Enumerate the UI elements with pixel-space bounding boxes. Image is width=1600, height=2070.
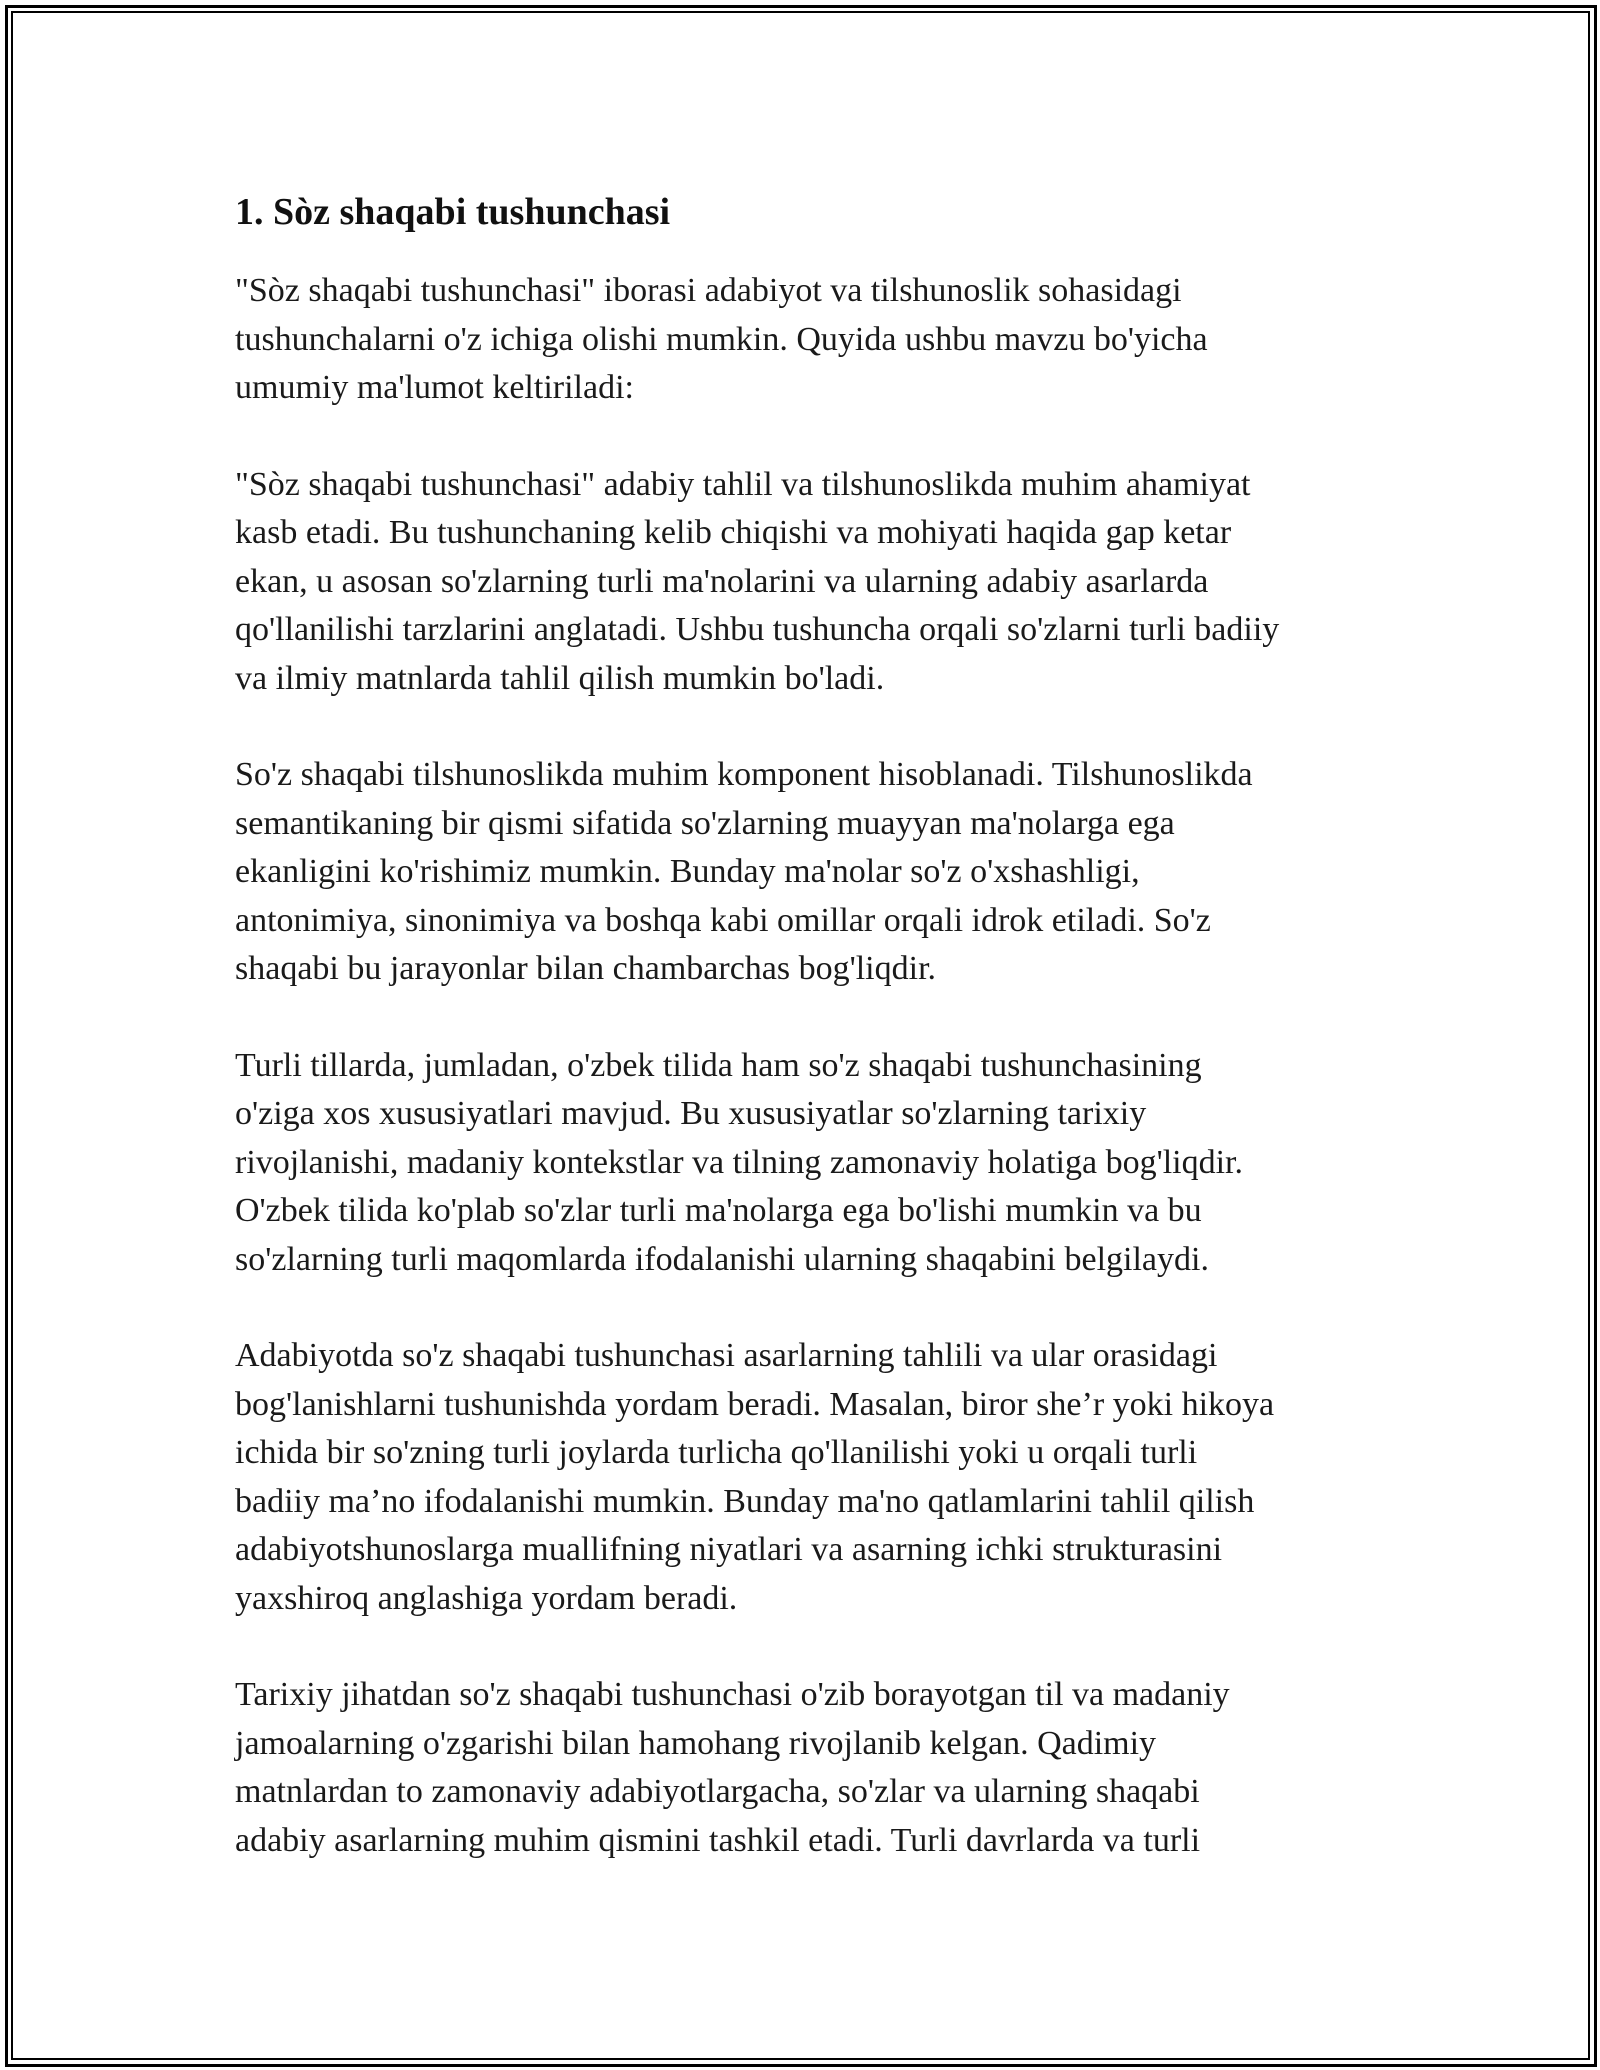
paragraph-line: Adabiyotda so'z shaqabi tushunchasi asarlarning tahlili va ular orasidagi xyxy=(235,1337,1218,1374)
paragraph xyxy=(235,461,1385,704)
paragraph-line: va ilmiy matnlarda tahlil qilish mumkin bo'ladi. xyxy=(235,659,885,697)
section-heading: 1. Sòz shaqabi tushunchasi xyxy=(235,191,671,233)
paragraph-line: adabiy asarlarning muhim qismini tashkil etadi. Turli davrlarda va turli xyxy=(235,1821,1201,1859)
paragraph-line: umumiy ma'lumot keltiriladi: xyxy=(235,369,634,406)
paragraph-line: bog'lanishlarni tushunishda yordam beradi. Masalan, biror she’r yoki hikoya xyxy=(235,1385,1275,1423)
paragraph-line: o'ziga xos xususiyatlari mavjud. Bu xususiyatlar so'zlarning tarixiy xyxy=(235,1095,1147,1132)
paragraph xyxy=(235,1042,1385,1285)
paragraph-list xyxy=(235,267,1385,1865)
paragraph-line: Tarixiy jihatdan so'z shaqabi tushunchasi o'zib borayotgan til va madaniy xyxy=(235,1676,1230,1713)
paragraph xyxy=(235,751,1385,994)
paragraph-line: antonimiya, sinonimiya va boshqa kabi omillar orqali idrok etiladi. So'z xyxy=(235,901,1211,939)
paragraph-line: tushunchalarni o'z ichiga olishi mumkin. Quyida ushbu mavzu bo'yicha xyxy=(235,320,1208,358)
paragraph-line: shaqabi bu jarayonlar bilan chambarchas bog'liqdir. xyxy=(235,950,937,987)
paragraph-line: adabiyotshunoslarga muallifning niyatlari va asarning ichki strukturasini xyxy=(235,1531,1223,1568)
paragraph xyxy=(235,1332,1385,1623)
paragraph xyxy=(235,1671,1385,1865)
paragraph-line: ichida bir so'zning turli joylarda turlicha qo'llanilishi yoki u orqali turli xyxy=(235,1434,1198,1471)
paragraph-line: O'zbek tilida ko'plab so'zlar turli ma'nolarga ega bo'lishi mumkin va bu xyxy=(235,1192,1202,1229)
paragraph-line: jamoalarning o'zgarishi bilan hamohang rivojlanib kelgan. Qadimiy xyxy=(235,1724,1157,1762)
paragraph-line: "Sòz shaqabi tushunchasi" adabiy tahlil va tilshunoslikda muhim ahamiyat xyxy=(235,465,1251,503)
paragraph-line: ekan, u asosan so'zlarning turli ma'nolarini va ularning adabiy asarlarda xyxy=(235,562,1209,600)
paragraph-line: "Sòz shaqabi tushunchasi" iborasi adabiyot va tilshunoslik sohasidagi xyxy=(235,272,1182,309)
paragraph-line: semantikaning bir qismi sifatida so'zlarning muayyan ma'nolarga ega xyxy=(235,804,1175,842)
paragraph-line: Turli tillarda, jumladan, o'zbek tilida ham so'z shaqabi tushunchasining xyxy=(235,1046,1202,1084)
document-body xyxy=(235,185,1385,1913)
paragraph-line: ekanligini ko'rishimiz mumkin. Bunday ma'nolar so'z o'xshashligi, xyxy=(235,853,1140,890)
paragraph-line: kasb etadi. Bu tushunchaning kelib chiqishi va mohiyati haqida gap ketar xyxy=(235,514,1232,551)
paragraph-line: yaxshiroq anglashiga yordam beradi. xyxy=(235,1579,738,1617)
paragraph-line: qo'llanilishi tarzlarini anglatadi. Ushbu tushuncha orqali so'zlarni turli badiiy xyxy=(235,611,1280,648)
paragraph xyxy=(235,267,1385,413)
paragraph-line: badiiy ma’no ifodalanishi mumkin. Bunday ma'no qatlamlarini tahlil qilish xyxy=(235,1482,1255,1520)
paragraph-line: so'zlarning turli maqomlarda ifodalanishi ularning shaqabini belgilaydi. xyxy=(235,1240,1209,1278)
paragraph-line: matnlardan to zamonaviy adabiyotlargacha, so'zlar va ularning shaqabi xyxy=(235,1773,1200,1810)
paragraph-line: So'z shaqabi tilshunoslikda muhim komponent hisoblanadi. Tilshunoslikda xyxy=(235,756,1253,793)
paragraph-line: rivojlanishi, madaniy kontekstlar va tilning zamonaviy holatiga bog'liqdir. xyxy=(235,1143,1243,1181)
